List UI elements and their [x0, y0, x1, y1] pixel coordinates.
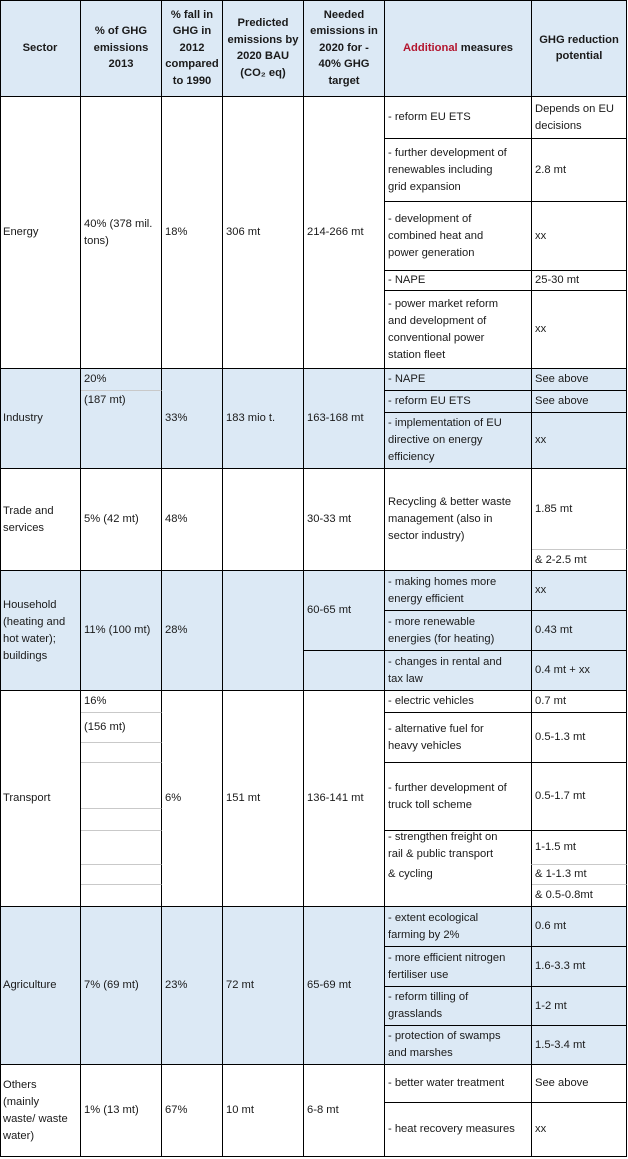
transport-needed: 136-141 mt	[304, 691, 385, 907]
agriculture-share: 7% (69 mt)	[81, 907, 162, 1065]
transport-measure-3: - further development of truck toll scheme	[385, 763, 532, 831]
energy-bau: 306 mt	[223, 97, 304, 369]
transport-share-blank-4	[81, 831, 162, 865]
others-needed: 6-8 mt	[304, 1065, 385, 1157]
transport-measure-4-cycling: & cycling	[385, 865, 532, 907]
transport-bau: 151 mt	[223, 691, 304, 907]
energy-potential-1: Depends on EU decisions	[532, 97, 627, 139]
energy-measure-4: - NAPE	[385, 271, 532, 291]
transport-share-blank-3	[81, 809, 162, 831]
industry-measure-3: - implementation of EU directive on energy efficiency	[385, 413, 532, 469]
header-measures-rest: measures	[457, 41, 514, 54]
header-needed-2020: Needed emissions in 2020 for - 40% GHG target	[304, 0, 385, 97]
agriculture-bau: 72 mt	[223, 907, 304, 1065]
transport-share-blank-6	[81, 885, 162, 907]
transport-share-blank-2	[81, 763, 162, 809]
energy-measure-1: - reform EU ETS	[385, 97, 532, 139]
agriculture-potential-4: 1.5-3.4 mt	[532, 1026, 627, 1065]
transport-share-percent: 16%	[81, 691, 162, 713]
transport-potential-4: 1-1.5 mt	[532, 831, 627, 865]
energy-potential-5: xx	[532, 291, 627, 369]
household-sector: Household (heating and hot water); buildings	[0, 571, 81, 691]
agriculture-measure-2: - more efficient nitrogen fertiliser use	[385, 947, 532, 987]
header-sector: Sector	[0, 0, 81, 97]
household-bau	[223, 571, 304, 691]
household-measure-1: - making homes more energy efficient	[385, 571, 532, 611]
household-measure-3: - changes in rental and tax law	[385, 651, 532, 691]
trade-measure-1: Recycling & better waste management (also in sector industry)	[385, 469, 532, 571]
trade-potential-1: 1.85 mt	[532, 469, 627, 550]
transport-potential-1: 0.7 mt	[532, 691, 627, 713]
energy-measure-5: - power market reform and development of conventional power station fleet	[385, 291, 532, 369]
industry-measure-2: - reform EU ETS	[385, 391, 532, 413]
transport-measure-4: - strengthen freight on rail & public transport	[385, 831, 532, 865]
agriculture-measure-4: - protection of swamps and marshes	[385, 1026, 532, 1065]
industry-needed: 163-168 mt	[304, 369, 385, 469]
agriculture-fall: 23%	[162, 907, 223, 1065]
energy-potential-3: xx	[532, 202, 627, 271]
others-measure-2: - heat recovery measures	[385, 1103, 532, 1157]
trade-potential-2: & 2-2.5 mt	[532, 550, 627, 571]
industry-bau: 183 mio t.	[223, 369, 304, 469]
others-measure-1: - better water treatment	[385, 1065, 532, 1103]
transport-potential-4b: & 1-1.3 mt	[532, 865, 627, 885]
others-potential-2: xx	[532, 1103, 627, 1157]
header-fall-2012: % fall in GHG in 2012 compared to 1990	[162, 0, 223, 97]
others-share: 1% (13 mt)	[81, 1065, 162, 1157]
trade-bau	[223, 469, 304, 571]
agriculture-measure-1: - extent ecological farming by 2%	[385, 907, 532, 947]
transport-fall: 6%	[162, 691, 223, 907]
transport-share-blank-1	[81, 743, 162, 763]
energy-measure-2: - further development of renewables including grid expansion	[385, 139, 532, 202]
energy-share: 40% (378 mil. tons)	[81, 97, 162, 369]
industry-share-amount: (187 mt)	[81, 391, 162, 469]
header-measures-additional: Additional	[402, 41, 458, 54]
industry-fall: 33%	[162, 369, 223, 469]
industry-measure-1: - NAPE	[385, 369, 532, 391]
energy-fall: 18%	[162, 97, 223, 369]
energy-potential-2: 2.8 mt	[532, 139, 627, 202]
transport-measure-2: - alternative fuel for heavy vehicles	[385, 713, 532, 763]
trade-needed: 30-33 mt	[304, 469, 385, 571]
agriculture-measure-3: - reform tilling of grasslands	[385, 987, 532, 1026]
header-bau-2020: Predicted emissions by 2020 BAU (CO₂ eq)	[223, 0, 304, 97]
header-potential: GHG reduction potential	[532, 0, 627, 97]
household-fall: 28%	[162, 571, 223, 691]
agriculture-potential-1: 0.6 mt	[532, 907, 627, 947]
transport-potential-2: 0.5-1.3 mt	[532, 713, 627, 763]
header-measures	[385, 0, 532, 97]
others-potential-1: See above	[532, 1065, 627, 1103]
transport-potential-4c: & 0.5-0.8mt	[532, 885, 627, 907]
trade-fall: 48%	[162, 469, 223, 571]
household-share: 11% (100 mt)	[81, 571, 162, 691]
transport-measure-1: - electric vehicles	[385, 691, 532, 713]
transport-share-amount: (156 mt)	[81, 713, 162, 743]
header-share-2013: % of GHG emissions 2013	[81, 0, 162, 97]
agriculture-needed: 65-69 mt	[304, 907, 385, 1065]
agriculture-sector: Agriculture	[0, 907, 81, 1065]
industry-sector: Industry	[0, 369, 81, 469]
transport-sector: Transport	[0, 691, 81, 907]
transport-potential-3: 0.5-1.7 mt	[532, 763, 627, 831]
energy-potential-4: 25-30 mt	[532, 271, 627, 291]
household-measure-2: - more renewable energies (for heating)	[385, 611, 532, 651]
trade-share: 5% (42 mt)	[81, 469, 162, 571]
industry-potential-1: See above	[532, 369, 627, 391]
others-sector: Others (mainly waste/ waste water)	[0, 1065, 81, 1157]
trade-sector: Trade and services	[0, 469, 81, 571]
agriculture-potential-2: 1.6-3.3 mt	[532, 947, 627, 987]
agriculture-potential-3: 1-2 mt	[532, 987, 627, 1026]
energy-needed: 214-266 mt	[304, 97, 385, 369]
energy-measure-3: - development of combined heat and power generation	[385, 202, 532, 271]
others-bau: 10 mt	[223, 1065, 304, 1157]
others-fall: 67%	[162, 1065, 223, 1157]
household-potential-1: xx	[532, 571, 627, 611]
industry-share-percent: 20%	[81, 369, 162, 391]
transport-share-blank-5	[81, 865, 162, 885]
household-needed-empty	[304, 651, 385, 691]
household-needed: 60-65 mt	[304, 571, 385, 651]
energy-sector: Energy	[0, 97, 81, 369]
household-potential-2: 0.43 mt	[532, 611, 627, 651]
industry-potential-2: See above	[532, 391, 627, 413]
industry-potential-3: xx	[532, 413, 627, 469]
household-potential-3: 0.4 mt + xx	[532, 651, 627, 691]
